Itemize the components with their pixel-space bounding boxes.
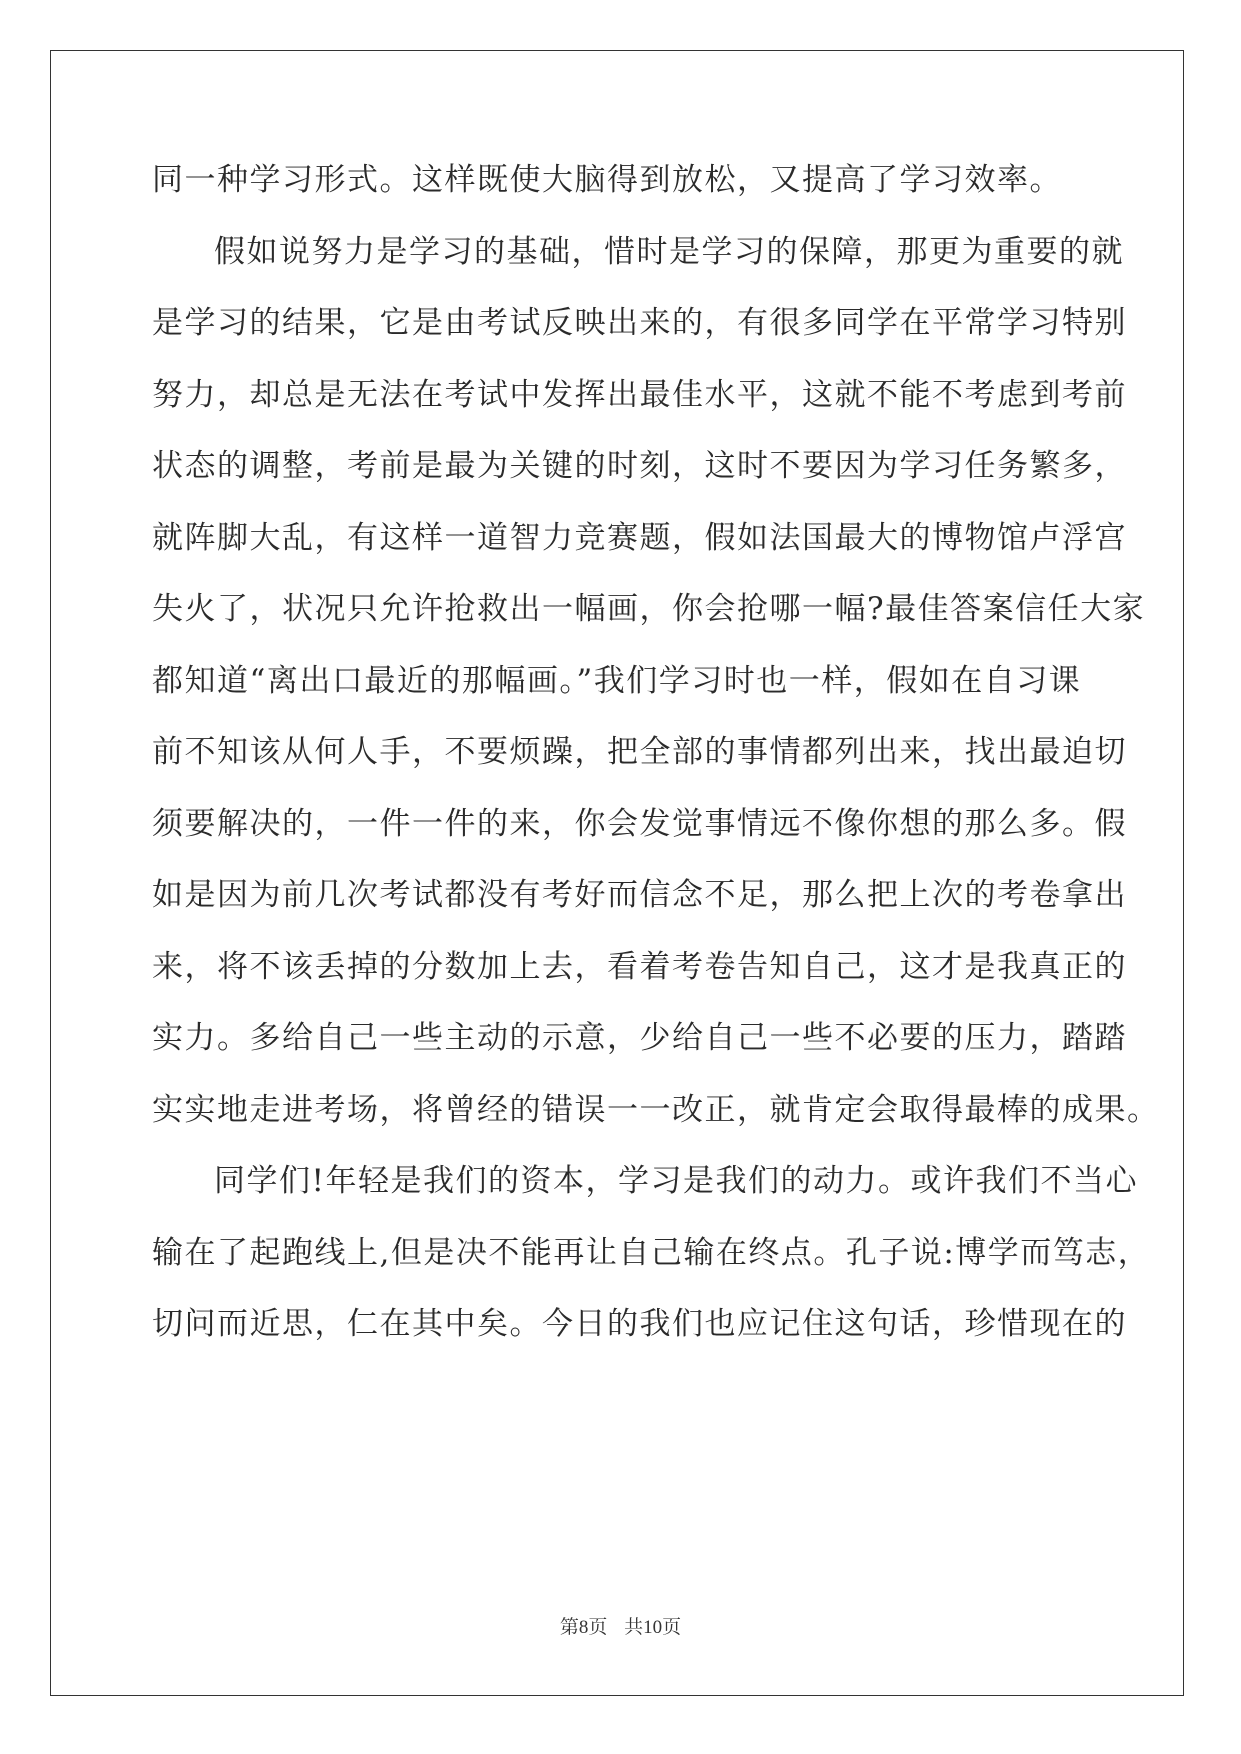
page-total: 共10页 xyxy=(624,1617,682,1638)
text-line: 输在了起跑线上,但是决不能再让自己输在终点。孔子说:博学而笃志， xyxy=(152,1235,1151,1271)
text-line: 同一种学习形式。这样既使大脑得到放松，又提高了学习效率。 xyxy=(152,162,1062,198)
text-line: 失火了，状况只允许抢救出一幅画，你会抢哪一幅?最佳答案信任大家 xyxy=(152,591,1146,627)
text-line: 如是因为前几次考试都没有考好而信念不足，那么把上次的考卷拿出 xyxy=(152,877,1127,913)
text-line: 都知道“离出口最近的那幅画。”我们学习时也一样，假如在自习课 xyxy=(152,663,1082,699)
text-line: 状态的调整，考前是最为关键的时刻，这时不要因为学习任务繁多， xyxy=(152,448,1127,484)
page-number: 第8页 xyxy=(559,1617,608,1638)
text-line: 就阵脚大乱，有这样一道智力竞赛题，假如法国最大的博物馆卢浮宫 xyxy=(152,520,1127,556)
text-line: 来，将不该丢掉的分数加上去，看着考卷告知自己，这才是我真正的 xyxy=(152,949,1127,985)
text-line: 努力，却总是无法在考试中发挥出最佳水平，这就不能不考虑到考前 xyxy=(152,377,1127,413)
text-line: 实力。多给自己一些主动的示意，少给自己一些不必要的压力，踏踏 xyxy=(152,1020,1127,1056)
text-line: 实实地走进考场，将曾经的错误一一改正，就肯定会取得最棒的成果。 xyxy=(152,1092,1160,1128)
text-line: 须要解决的，一件一件的来，你会发觉事情远不像你想的那么多。假 xyxy=(152,806,1127,842)
text-line: 切问而近思，仁在其中矣。今日的我们也应记住这句话，珍惜现在的 xyxy=(152,1306,1127,1342)
page-border xyxy=(50,50,1184,1696)
page-footer xyxy=(0,1612,1241,1639)
text-line: 假如说努力是学习的基础，惜时是学习的保障，那更为重要的就 xyxy=(214,234,1124,270)
text-line: 是学习的结果，它是由考试反映出来的，有很多同学在平常学习特别 xyxy=(152,305,1127,341)
text-line: 同学们!年轻是我们的资本，学习是我们的动力。或许我们不当心 xyxy=(214,1163,1138,1199)
text-line: 前不知该从何人手，不要烦躁，把全部的事情都列出来，找出最迫切 xyxy=(152,734,1127,770)
